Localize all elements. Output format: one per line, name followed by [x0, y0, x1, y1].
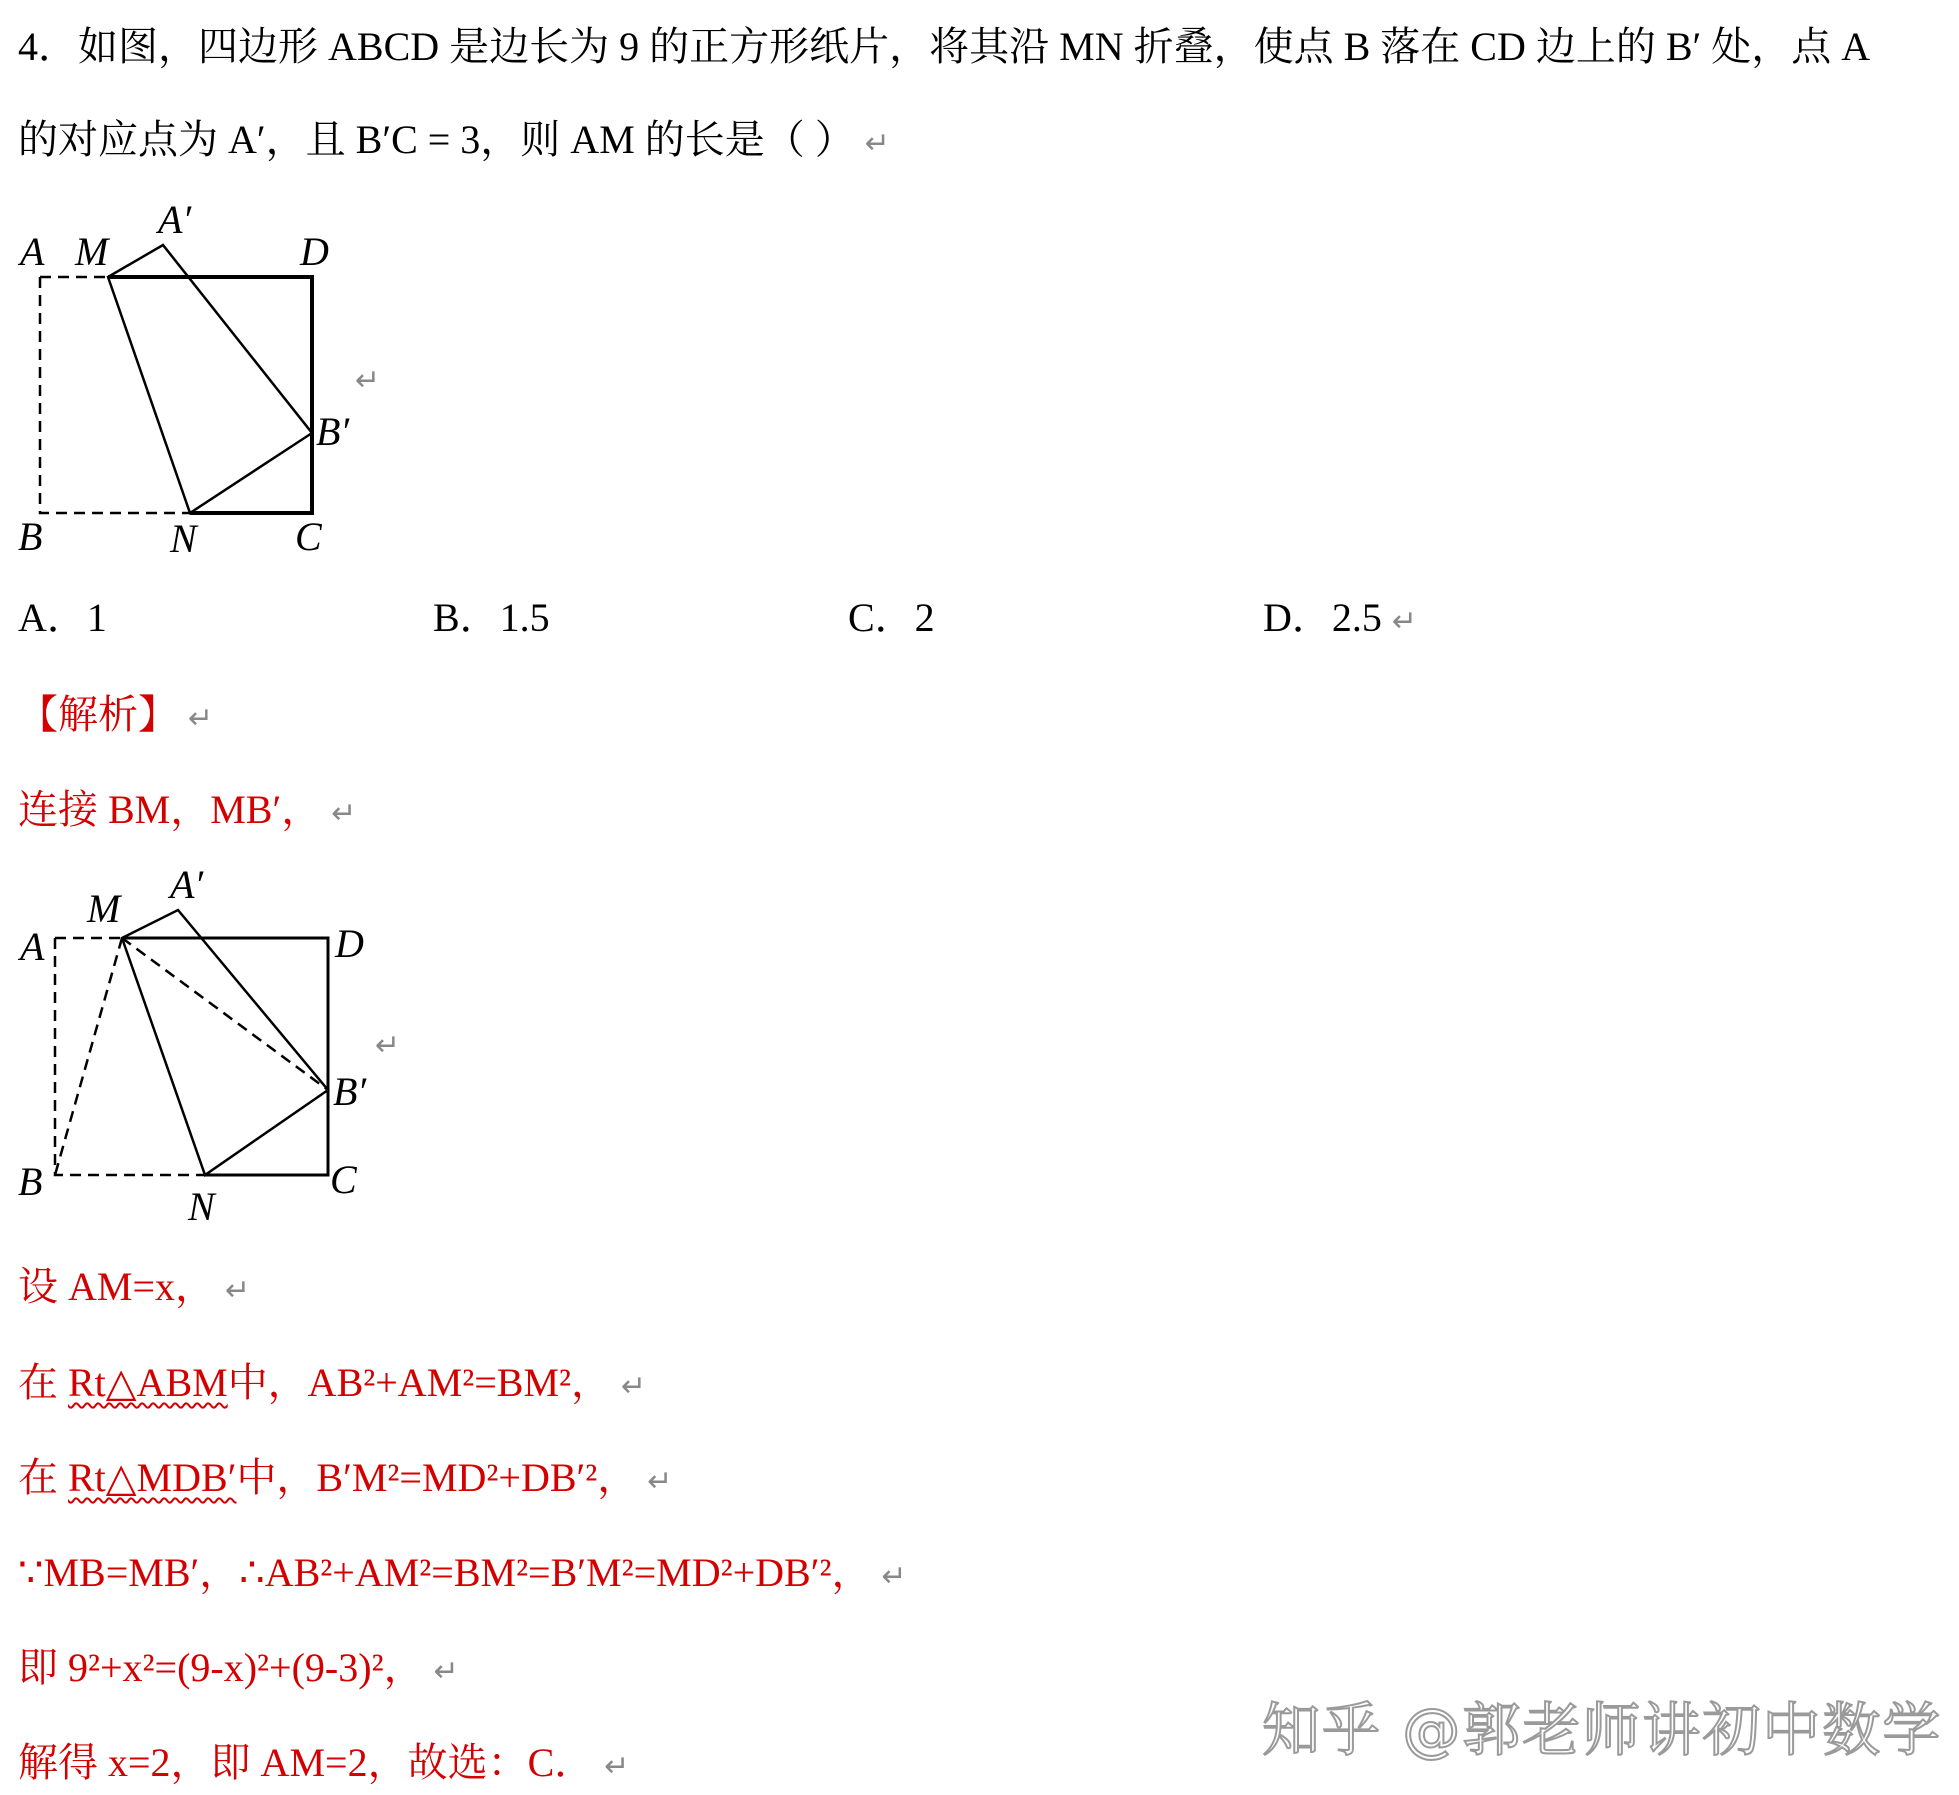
fig1-label-a-prime: A′: [158, 197, 192, 242]
option-c: C．2: [848, 595, 935, 640]
paragraph-mark: ↵: [647, 1464, 673, 1499]
paragraph-mark: ↵: [604, 1749, 630, 1784]
fig2-label-c: C: [330, 1157, 357, 1202]
solution-step-1: 连接 BM，MB′， ↵: [18, 787, 357, 832]
fig1-label-b: B: [18, 514, 43, 559]
option-b: B．1.5: [433, 595, 550, 640]
zhihu-watermark: 知乎 @郭老师讲初中数学: [1262, 1696, 1943, 1764]
paragraph-mark: ↵: [881, 1559, 907, 1594]
solution-step-2: 设 AM=x， ↵: [18, 1264, 251, 1309]
paragraph-mark: ↵: [375, 1028, 401, 1063]
paragraph-mark: ↵: [355, 363, 381, 398]
paragraph-mark: ↵: [1391, 604, 1418, 639]
paragraph-mark: ↵: [188, 701, 214, 736]
fig1-label-n: N: [170, 516, 197, 561]
solution-heading: 【解析】 ↵: [18, 692, 214, 737]
solution-step-4: 在 Rt△MDB′中，B′M²=MD²+DB′²， ↵: [18, 1455, 673, 1500]
solution-step-7: 解得 x=2，即 AM=2，故选：C． ↵: [18, 1740, 630, 1785]
fig2-label-a-prime: A′: [170, 862, 204, 907]
fig2-label-d: D: [335, 921, 364, 966]
fig2-label-m: M: [87, 886, 121, 931]
figure-1-folded-square: [0, 195, 400, 565]
fig1-label-d: D: [300, 229, 329, 274]
question-line-1: 4．如图，四边形 ABCD 是边长为 9 的正方形纸片，将其沿 MN 折叠，使点 B 落在 CD 边上的 B′ 处，点 A: [18, 24, 1871, 69]
triangle-abm: Rt△ABM: [68, 1360, 228, 1405]
fig1-label-m: M: [75, 229, 109, 274]
question-line-2: 的对应点为 A′，且 B′C = 3，则 AM 的长是（ ） ↵: [18, 117, 890, 162]
paragraph-mark: ↵: [331, 796, 357, 831]
triangle-mdb-prime: Rt△MDB′: [68, 1455, 237, 1500]
paragraph-mark: ↵: [433, 1654, 459, 1689]
fig2-label-b: B: [18, 1159, 43, 1204]
solution-step-5: ∵MB=MB′，∴AB²+AM²=BM²=B′M²=MD²+DB′²， ↵: [18, 1550, 907, 1595]
fig2-label-n: N: [188, 1184, 215, 1229]
fig1-label-b-prime: B′: [316, 409, 350, 454]
fig2-label-b-prime: B′: [333, 1069, 367, 1114]
paragraph-mark: ↵: [864, 126, 890, 161]
fig2-label-a: A: [20, 924, 45, 969]
option-d: D．2.5 ↵: [1263, 595, 1418, 640]
solution-step-3: 在 Rt△ABM中，AB²+AM²=BM²， ↵: [18, 1360, 647, 1405]
figure-2-auxiliary-lines: [0, 860, 420, 1240]
option-a: A．1: [18, 595, 107, 640]
fig1-label-c: C: [295, 514, 322, 559]
solution-step-6: 即 9²+x²=(9-x)²+(9-3)²， ↵: [18, 1645, 459, 1690]
paragraph-mark: ↵: [225, 1273, 251, 1308]
paragraph-mark: ↵: [621, 1369, 647, 1404]
fig1-label-a: A: [20, 229, 45, 274]
